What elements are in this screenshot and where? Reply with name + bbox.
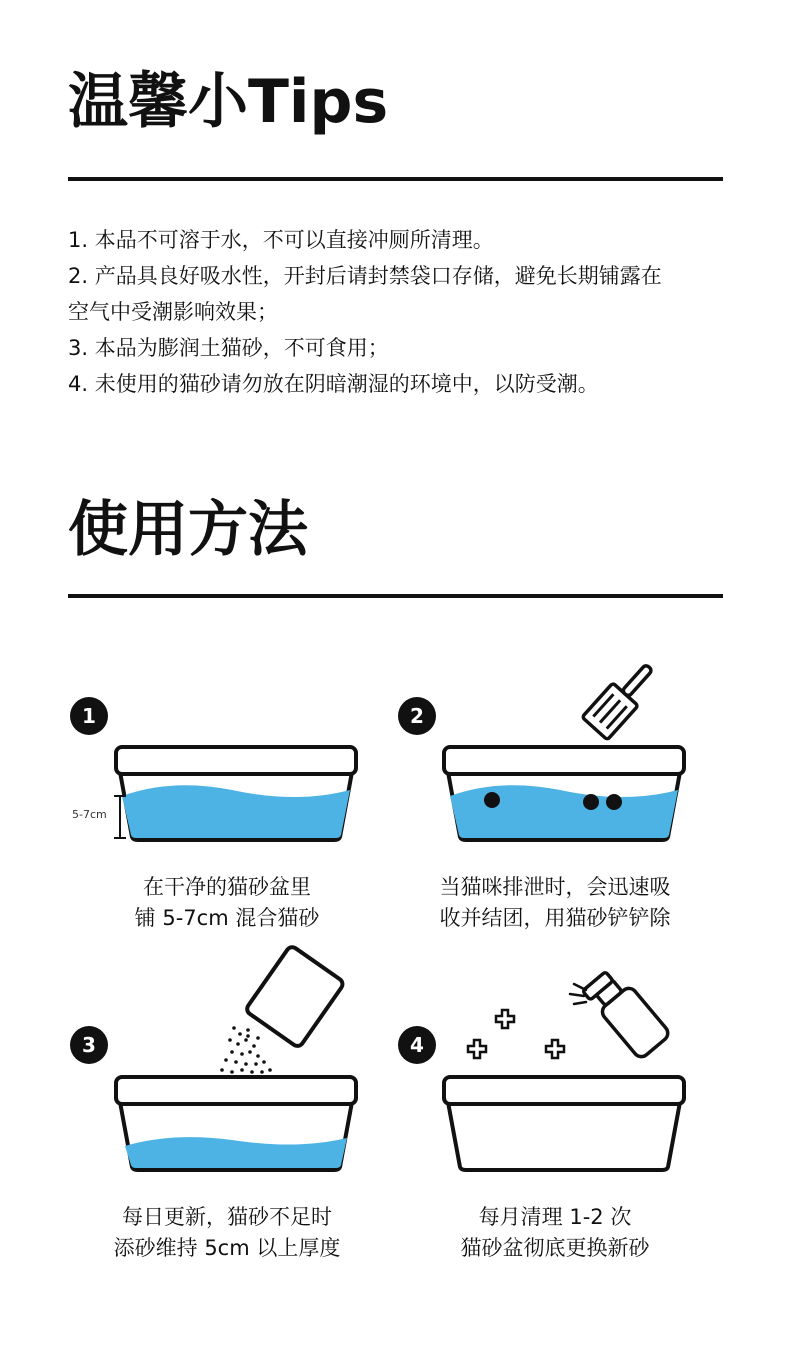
clump — [484, 792, 500, 808]
litter-box-filled-icon — [62, 650, 392, 870]
tip-line: 3. 本品为膨润土猫砂，不可食用； — [68, 336, 389, 360]
step-4 — [390, 930, 720, 1260]
step-2 — [390, 650, 720, 970]
step-number: 3 — [82, 1033, 96, 1057]
step-1 — [62, 650, 392, 970]
section-divider — [68, 594, 723, 598]
step-caption: 当猫咪排泄时，会迅速吸 收并结团，用猫砂铲铲除 — [439, 875, 671, 930]
step-3 — [62, 930, 392, 1260]
tip-line: 空气中受潮影响效果； — [68, 300, 278, 324]
section-divider — [68, 177, 723, 181]
depth-label: 5-7cm — [72, 808, 107, 821]
tips-title: 温馨小Tips — [68, 67, 389, 137]
tip-line: 4. 未使用的猫砂请勿放在阴暗潮湿的环境中，以防受潮。 — [68, 372, 599, 396]
step-caption: 每月清理 1-2 次 猫砂盆彻底更换新砂 — [460, 1205, 650, 1260]
usage-title: 使用方法 — [68, 495, 308, 565]
spray-bottle — [582, 965, 670, 1060]
clump — [583, 794, 599, 810]
tips-list — [68, 222, 748, 402]
litter-granules — [220, 1026, 272, 1074]
step-caption: 在干净的猫砂盆里 铺 5-7cm 混合猫砂 — [134, 875, 320, 930]
step-number: 1 — [82, 704, 96, 728]
sparkle-icon — [468, 1010, 564, 1058]
tip-line: 1. 本品不可溶于水，不可以直接冲厕所清理。 — [68, 228, 494, 252]
litter-bag — [245, 945, 345, 1048]
scoop-tool — [582, 656, 662, 740]
step-caption: 每日更新，猫砂不足时 添砂维持 5cm 以上厚度 — [113, 1205, 341, 1260]
litter-bag-pour-icon — [62, 930, 392, 1200]
step-number: 2 — [410, 704, 424, 728]
tip-line: 2. 产品具良好吸水性，开封后请封禁袋口存储，避免长期铺露在 — [68, 264, 662, 288]
litter-scoop-icon — [390, 650, 720, 870]
clump — [606, 794, 622, 810]
step-number: 4 — [410, 1033, 424, 1057]
spray-bottle-icon — [390, 930, 720, 1200]
